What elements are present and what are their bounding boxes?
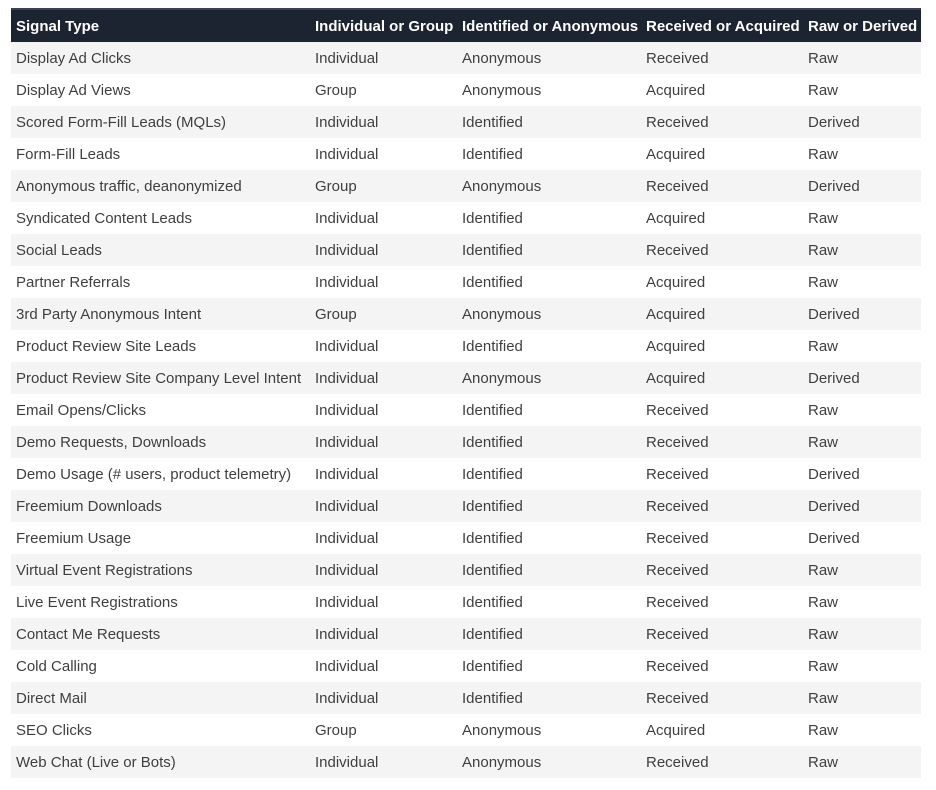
header-signal-type: Signal Type bbox=[16, 17, 100, 35]
header-identified-or-anonymous: Identified or Anonymous bbox=[462, 17, 639, 35]
raw-or-derived-cell: Raw bbox=[808, 625, 839, 643]
received-or-acquired-cell: Received bbox=[646, 561, 709, 579]
table-row bbox=[11, 138, 921, 170]
signal-type-cell: Cold Calling bbox=[16, 657, 97, 675]
received-or-acquired-cell: Received bbox=[646, 401, 709, 419]
signal-type-cell: Social Leads bbox=[16, 241, 102, 259]
received-or-acquired-cell: Received bbox=[646, 433, 709, 451]
individual-or-group-cell: Individual bbox=[315, 593, 379, 611]
identified-or-anonymous-cell: Anonymous bbox=[462, 49, 542, 67]
signal-type-cell: Web Chat (Live or Bots) bbox=[16, 753, 176, 771]
signal-type-cell: Product Review Site Company Level Intent bbox=[16, 369, 302, 387]
signal-type-cell: Email Opens/Clicks bbox=[16, 401, 147, 419]
identified-or-anonymous-cell: Identified bbox=[462, 401, 523, 419]
raw-or-derived-cell: Raw bbox=[808, 49, 839, 67]
received-or-acquired-cell: Received bbox=[646, 529, 709, 547]
identified-or-anonymous-cell: Identified bbox=[462, 337, 523, 355]
individual-or-group-cell: Individual bbox=[315, 689, 379, 707]
individual-or-group-cell: Individual bbox=[315, 369, 379, 387]
identified-or-anonymous-cell: Identified bbox=[462, 113, 523, 131]
signal-type-cell: Form-Fill Leads bbox=[16, 145, 121, 163]
identified-or-anonymous-cell: Anonymous bbox=[462, 369, 542, 387]
table-row bbox=[11, 266, 921, 298]
table-row bbox=[11, 522, 921, 554]
raw-or-derived-cell: Raw bbox=[808, 337, 839, 355]
individual-or-group-cell: Individual bbox=[315, 561, 379, 579]
raw-or-derived-cell: Derived bbox=[808, 305, 860, 323]
signal-type-cell: Contact Me Requests bbox=[16, 625, 161, 643]
received-or-acquired-cell: Acquired bbox=[646, 721, 706, 739]
identified-or-anonymous-cell: Identified bbox=[462, 561, 523, 579]
received-or-acquired-cell: Received bbox=[646, 465, 709, 483]
received-or-acquired-cell: Acquired bbox=[646, 145, 706, 163]
identified-or-anonymous-cell: Anonymous bbox=[462, 177, 542, 195]
header-individual-or-group: Individual or Group bbox=[315, 17, 454, 35]
individual-or-group-cell: Individual bbox=[315, 433, 379, 451]
signal-type-cell: Virtual Event Registrations bbox=[16, 561, 193, 579]
received-or-acquired-cell: Acquired bbox=[646, 305, 706, 323]
signal-type-cell: Freemium Downloads bbox=[16, 497, 162, 515]
table-row bbox=[11, 714, 921, 746]
individual-or-group-cell: Individual bbox=[315, 337, 379, 355]
received-or-acquired-cell: Received bbox=[646, 177, 709, 195]
table-row bbox=[11, 394, 921, 426]
table-row bbox=[11, 330, 921, 362]
table-body bbox=[11, 42, 921, 778]
table-row bbox=[11, 362, 921, 394]
raw-or-derived-cell: Derived bbox=[808, 465, 860, 483]
table-row bbox=[11, 170, 921, 202]
received-or-acquired-cell: Received bbox=[646, 113, 709, 131]
identified-or-anonymous-cell: Anonymous bbox=[462, 721, 542, 739]
received-or-acquired-cell: Acquired bbox=[646, 273, 706, 291]
raw-or-derived-cell: Raw bbox=[808, 689, 839, 707]
raw-or-derived-cell: Raw bbox=[808, 433, 839, 451]
signal-type-cell: Direct Mail bbox=[16, 689, 87, 707]
table-row bbox=[11, 618, 921, 650]
individual-or-group-cell: Group bbox=[315, 721, 357, 739]
individual-or-group-cell: Individual bbox=[315, 113, 379, 131]
received-or-acquired-cell: Received bbox=[646, 49, 709, 67]
identified-or-anonymous-cell: Identified bbox=[462, 273, 523, 291]
raw-or-derived-cell: Derived bbox=[808, 177, 860, 195]
received-or-acquired-cell: Acquired bbox=[646, 209, 706, 227]
raw-or-derived-cell: Raw bbox=[808, 401, 839, 419]
table-row bbox=[11, 426, 921, 458]
table-row bbox=[11, 490, 921, 522]
table-row bbox=[11, 650, 921, 682]
identified-or-anonymous-cell: Identified bbox=[462, 241, 523, 259]
received-or-acquired-cell: Received bbox=[646, 593, 709, 611]
signal-type-cell: Display Ad Clicks bbox=[16, 49, 132, 67]
table-row bbox=[11, 682, 921, 714]
signal-type-cell: Scored Form-Fill Leads (MQLs) bbox=[16, 113, 227, 131]
header-raw-or-derived: Raw or Derived bbox=[808, 17, 918, 35]
received-or-acquired-cell: Received bbox=[646, 753, 709, 771]
signal-type-cell: Partner Referrals bbox=[16, 273, 131, 291]
individual-or-group-cell: Individual bbox=[315, 273, 379, 291]
raw-or-derived-cell: Raw bbox=[808, 145, 839, 163]
signal-type-cell: Demo Usage (# users, product telemetry) bbox=[16, 465, 292, 483]
individual-or-group-cell: Individual bbox=[315, 145, 379, 163]
individual-or-group-cell: Individual bbox=[315, 241, 379, 259]
received-or-acquired-cell: Acquired bbox=[646, 337, 706, 355]
raw-or-derived-cell: Raw bbox=[808, 657, 839, 675]
raw-or-derived-cell: Raw bbox=[808, 721, 839, 739]
signal-type-cell: Syndicated Content Leads bbox=[16, 209, 192, 227]
raw-or-derived-cell: Raw bbox=[808, 753, 839, 771]
identified-or-anonymous-cell: Anonymous bbox=[462, 81, 542, 99]
raw-or-derived-cell: Raw bbox=[808, 273, 839, 291]
raw-or-derived-cell: Raw bbox=[808, 593, 839, 611]
identified-or-anonymous-cell: Identified bbox=[462, 657, 523, 675]
identified-or-anonymous-cell: Identified bbox=[462, 593, 523, 611]
received-or-acquired-cell: Received bbox=[646, 625, 709, 643]
signal-type-cell: Product Review Site Leads bbox=[16, 337, 197, 355]
table-row bbox=[11, 234, 921, 266]
individual-or-group-cell: Individual bbox=[315, 529, 379, 547]
individual-or-group-cell: Individual bbox=[315, 625, 379, 643]
identified-or-anonymous-cell: Identified bbox=[462, 689, 523, 707]
individual-or-group-cell: Group bbox=[315, 305, 357, 323]
identified-or-anonymous-cell: Identified bbox=[462, 625, 523, 643]
table-row bbox=[11, 586, 921, 618]
raw-or-derived-cell: Raw bbox=[808, 561, 839, 579]
table-row bbox=[11, 746, 921, 778]
individual-or-group-cell: Group bbox=[315, 177, 357, 195]
individual-or-group-cell: Individual bbox=[315, 657, 379, 675]
raw-or-derived-cell: Derived bbox=[808, 369, 860, 387]
raw-or-derived-cell: Derived bbox=[808, 497, 860, 515]
table-row bbox=[11, 202, 921, 234]
signal-type-cell: Live Event Registrations bbox=[16, 593, 178, 611]
signal-table-container bbox=[11, 8, 921, 778]
individual-or-group-cell: Individual bbox=[315, 465, 379, 483]
table-row bbox=[11, 42, 921, 74]
individual-or-group-cell: Individual bbox=[315, 49, 379, 67]
signal-type-cell: Demo Requests, Downloads bbox=[16, 433, 207, 451]
signal-type-cell: 3rd Party Anonymous Intent bbox=[16, 305, 202, 323]
table-header bbox=[11, 9, 921, 42]
individual-or-group-cell: Individual bbox=[315, 209, 379, 227]
identified-or-anonymous-cell: Anonymous bbox=[462, 753, 542, 771]
received-or-acquired-cell: Received bbox=[646, 497, 709, 515]
received-or-acquired-cell: Received bbox=[646, 689, 709, 707]
signal-type-cell: Display Ad Views bbox=[16, 81, 131, 99]
received-or-acquired-cell: Received bbox=[646, 657, 709, 675]
raw-or-derived-cell: Derived bbox=[808, 113, 860, 131]
individual-or-group-cell: Individual bbox=[315, 401, 379, 419]
identified-or-anonymous-cell: Identified bbox=[462, 465, 523, 483]
header-row bbox=[11, 9, 921, 42]
received-or-acquired-cell: Acquired bbox=[646, 81, 706, 99]
identified-or-anonymous-cell: Identified bbox=[462, 433, 523, 451]
received-or-acquired-cell: Received bbox=[646, 241, 709, 259]
signal-type-cell: SEO Clicks bbox=[16, 721, 92, 739]
signal-type-cell: Anonymous traffic, deanonymized bbox=[16, 177, 242, 195]
header-received-or-acquired: Received or Acquired bbox=[646, 17, 800, 35]
identified-or-anonymous-cell: Anonymous bbox=[462, 305, 542, 323]
raw-or-derived-cell: Raw bbox=[808, 209, 839, 227]
individual-or-group-cell: Group bbox=[315, 81, 357, 99]
table-row bbox=[11, 458, 921, 490]
raw-or-derived-cell: Raw bbox=[808, 241, 839, 259]
raw-or-derived-cell: Derived bbox=[808, 529, 860, 547]
table-row bbox=[11, 298, 921, 330]
identified-or-anonymous-cell: Identified bbox=[462, 529, 523, 547]
signal-type-table bbox=[11, 8, 921, 778]
individual-or-group-cell: Individual bbox=[315, 753, 379, 771]
table-row bbox=[11, 74, 921, 106]
received-or-acquired-cell: Acquired bbox=[646, 369, 706, 387]
raw-or-derived-cell: Raw bbox=[808, 81, 839, 99]
table-row bbox=[11, 106, 921, 138]
identified-or-anonymous-cell: Identified bbox=[462, 497, 523, 515]
identified-or-anonymous-cell: Identified bbox=[462, 145, 523, 163]
individual-or-group-cell: Individual bbox=[315, 497, 379, 515]
signal-type-cell: Freemium Usage bbox=[16, 529, 132, 547]
identified-or-anonymous-cell: Identified bbox=[462, 209, 523, 227]
table-row bbox=[11, 554, 921, 586]
